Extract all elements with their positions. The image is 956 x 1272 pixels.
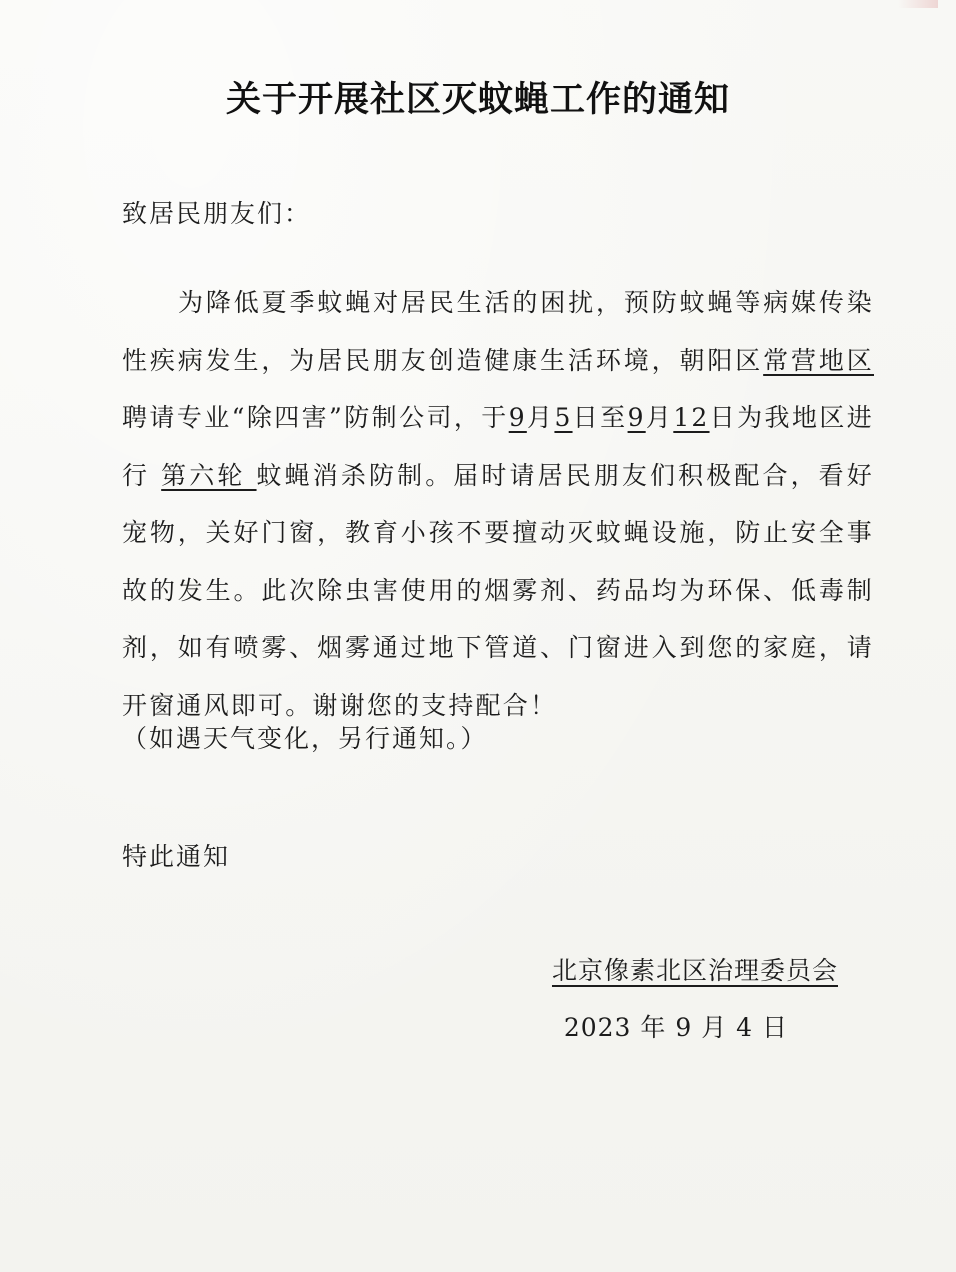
issuer-signature: 北京像素北区治理委员会 [551,956,838,985]
body-text-1: 为降低夏季蚊蝇对居民生活的困扰，预防蚊蝇等病媒传染性疾病发生，为居民朋友创造健康生活环境，朝阳区 [122,288,874,375]
body-text-2: 聘请专业“除四害”防制公司，于 [122,403,509,432]
month-label-2: 月 [645,403,674,432]
month-label-1: 月 [526,403,555,432]
end-day: 12 [673,403,710,432]
round-number: 第六轮 [161,460,257,490]
start-day: 5 [554,403,573,432]
notice-body [122,274,874,734]
area-name: 常营地区 [763,345,874,375]
end-month: 9 [627,403,646,432]
start-month: 9 [508,403,527,432]
corner-stamp-mark [898,0,938,8]
issue-date: 2023 年 9 月 4 日 [563,1013,788,1042]
salutation: 致居民朋友们： [122,199,312,228]
notice-title: 关于开展社区灭蚊蝇工作的通知 [225,80,730,120]
closing-line: 特此通知 [122,842,231,871]
body-text-3: 日为我地区进行 [122,403,874,490]
body-text-4: 蚊蝇消杀防制。届时请居民朋友们积极配合，看好宠物，关好门窗，教育小孩不要擅动灭蚊蝇设施，防止安全事故的发生。此次除虫害使用的烟雾剂、药品均为环保、低毒制剂，如有喷雾、烟雾通过地下管道、门窗进入到您的家庭，请开窗通风即可。谢谢您的支持配合！ [122,460,874,720]
weather-note: （如遇天气变化，另行通知。） [122,724,488,753]
date-range-to: 日至 [572,403,628,432]
